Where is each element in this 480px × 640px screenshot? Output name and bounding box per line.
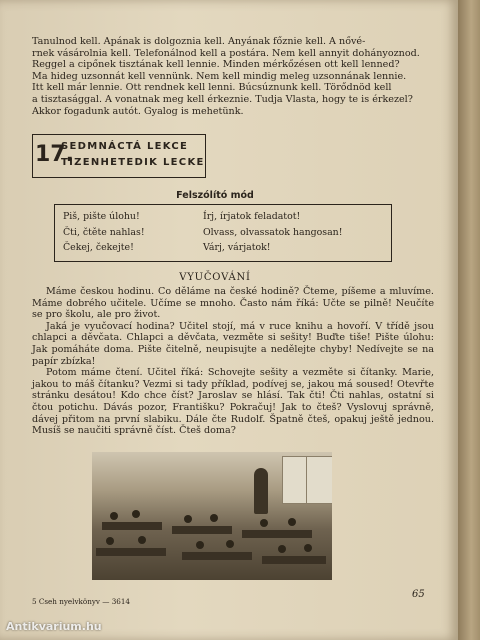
- imperative-example: Čti, čtěte nahlas!: [63, 226, 145, 238]
- imperative-table: [54, 204, 392, 262]
- desk: [182, 552, 252, 560]
- imperative-heading: Felszólító mód: [176, 190, 254, 201]
- book-page-edges: [458, 0, 480, 640]
- text-line: a tisztasággal. A vonatnak meg kell érkeznie. Tudja Vlasta, hogy te is érkezel?: [32, 93, 413, 105]
- page-number: 65: [412, 589, 425, 600]
- pupil: [226, 540, 234, 548]
- imperative-czech-column: [63, 209, 145, 256]
- pupil: [288, 518, 296, 526]
- lesson-heading-box: [32, 134, 206, 178]
- imperative-example: Piš, pište úlohu!: [63, 211, 140, 222]
- pupil: [278, 545, 286, 553]
- imperative-example: Írj, írjatok feladatot!: [203, 211, 301, 222]
- imperative-example: Olvass, olvassatok hangosan!: [203, 226, 343, 238]
- lesson-title-hungarian: TIZENHETEDIK LECKE: [61, 157, 205, 168]
- pupil: [132, 510, 140, 518]
- text-line: Akkor fogadunk autót. Gyalog is mehetünk.: [32, 105, 244, 117]
- imperative-hungarian-column: [203, 209, 342, 256]
- paragraph: Jaká je vyučovací hodina? Učitel stojí, má v ruce knihu a hovoří. V třídě jsou chlapci a děvčata. Chlapci a děvčata, vezměte si sešity! Buďte tiše! Pište úlohu: Jak pomáháte doma. Pište čitelně, neupisujte a nedělejte chyby! Nedívejte se na papír zbízka!: [32, 320, 434, 367]
- czech-reading-text: [32, 286, 434, 437]
- classroom-photo: [92, 452, 332, 580]
- watermark: Antikvarium.hu: [6, 620, 102, 633]
- desk: [96, 548, 166, 556]
- pupil: [304, 544, 312, 552]
- desk: [242, 530, 312, 538]
- pupil: [260, 519, 268, 527]
- pupil: [184, 515, 192, 523]
- paragraph: Potom máme čtení. Učitel říká: Schovejte sešity a vezměte si čítanky. Marie, jakou to máš čítanku? Vezmi si tady příklad, podívej se, jakou má soused! Otevřte stránku desátou! Kdo chce číst? Jaroslav se hlásí. Tak čti! Čti nahlas, ostatní si čtou potichu. Dávás pozor, Františku? Pokračuj! Jak to čteš? Vyslovuj správně, dávej přitom na první slabiku. Dále čte Rudolf. Špatně čteš, opakuj ještě jednou. Musíš se naučiti správně číst. Čteš doma?: [32, 367, 434, 437]
- pupil: [210, 514, 218, 522]
- imperative-example: Čekej, čekejte!: [63, 242, 134, 253]
- text-line: Itt kell már lennie. Ott rendnek kell lenni. Búcsúznunk kell. Törődnöd kell: [32, 82, 392, 94]
- pupil: [138, 536, 146, 544]
- imperative-example: Várj, várjatok!: [203, 242, 271, 253]
- hungarian-paragraph: [32, 36, 434, 117]
- paragraph: Máme českou hodinu. Co děláme na české hodině? Čteme, píšeme a mluvíme. Máme dobrého učitele. Učíme se mnoho. Často nám říká: Učte se pilně! Neučíte se pro školu, ale pro život.: [32, 286, 434, 321]
- teacher-figure: [254, 468, 268, 514]
- pupil: [196, 541, 204, 549]
- pupil: [110, 512, 118, 520]
- text-line: Ma hideg uzsonnát kell vennünk. Nem kell mindig meleg uzsonnának lennie.: [32, 70, 407, 82]
- footer-signature: 5 Cseh nyelvkönyv — 3614: [32, 597, 130, 606]
- lesson-title-czech: SEDMNÁCTÁ LEKCE: [61, 141, 189, 152]
- text-line: rnek vásárolnia kell. Telefonálnod kell a postára. Nem kell annyit dohányoznod.: [32, 47, 420, 59]
- window: [306, 456, 332, 504]
- desk: [102, 522, 162, 530]
- text-line: Reggel a cipőnek tisztának kell lennie. Minden mérkőzésen ott kell lenned?: [32, 59, 400, 71]
- text-line: Tanulnod kell. Apának is dolgoznia kell. Anyának főznie kell. A nővé-: [32, 36, 366, 47]
- pupil: [106, 537, 114, 545]
- desk: [172, 526, 232, 534]
- section-title: VYUČOVÁNÍ: [179, 272, 251, 283]
- lesson-number: 17.: [35, 142, 74, 167]
- desk: [262, 556, 326, 564]
